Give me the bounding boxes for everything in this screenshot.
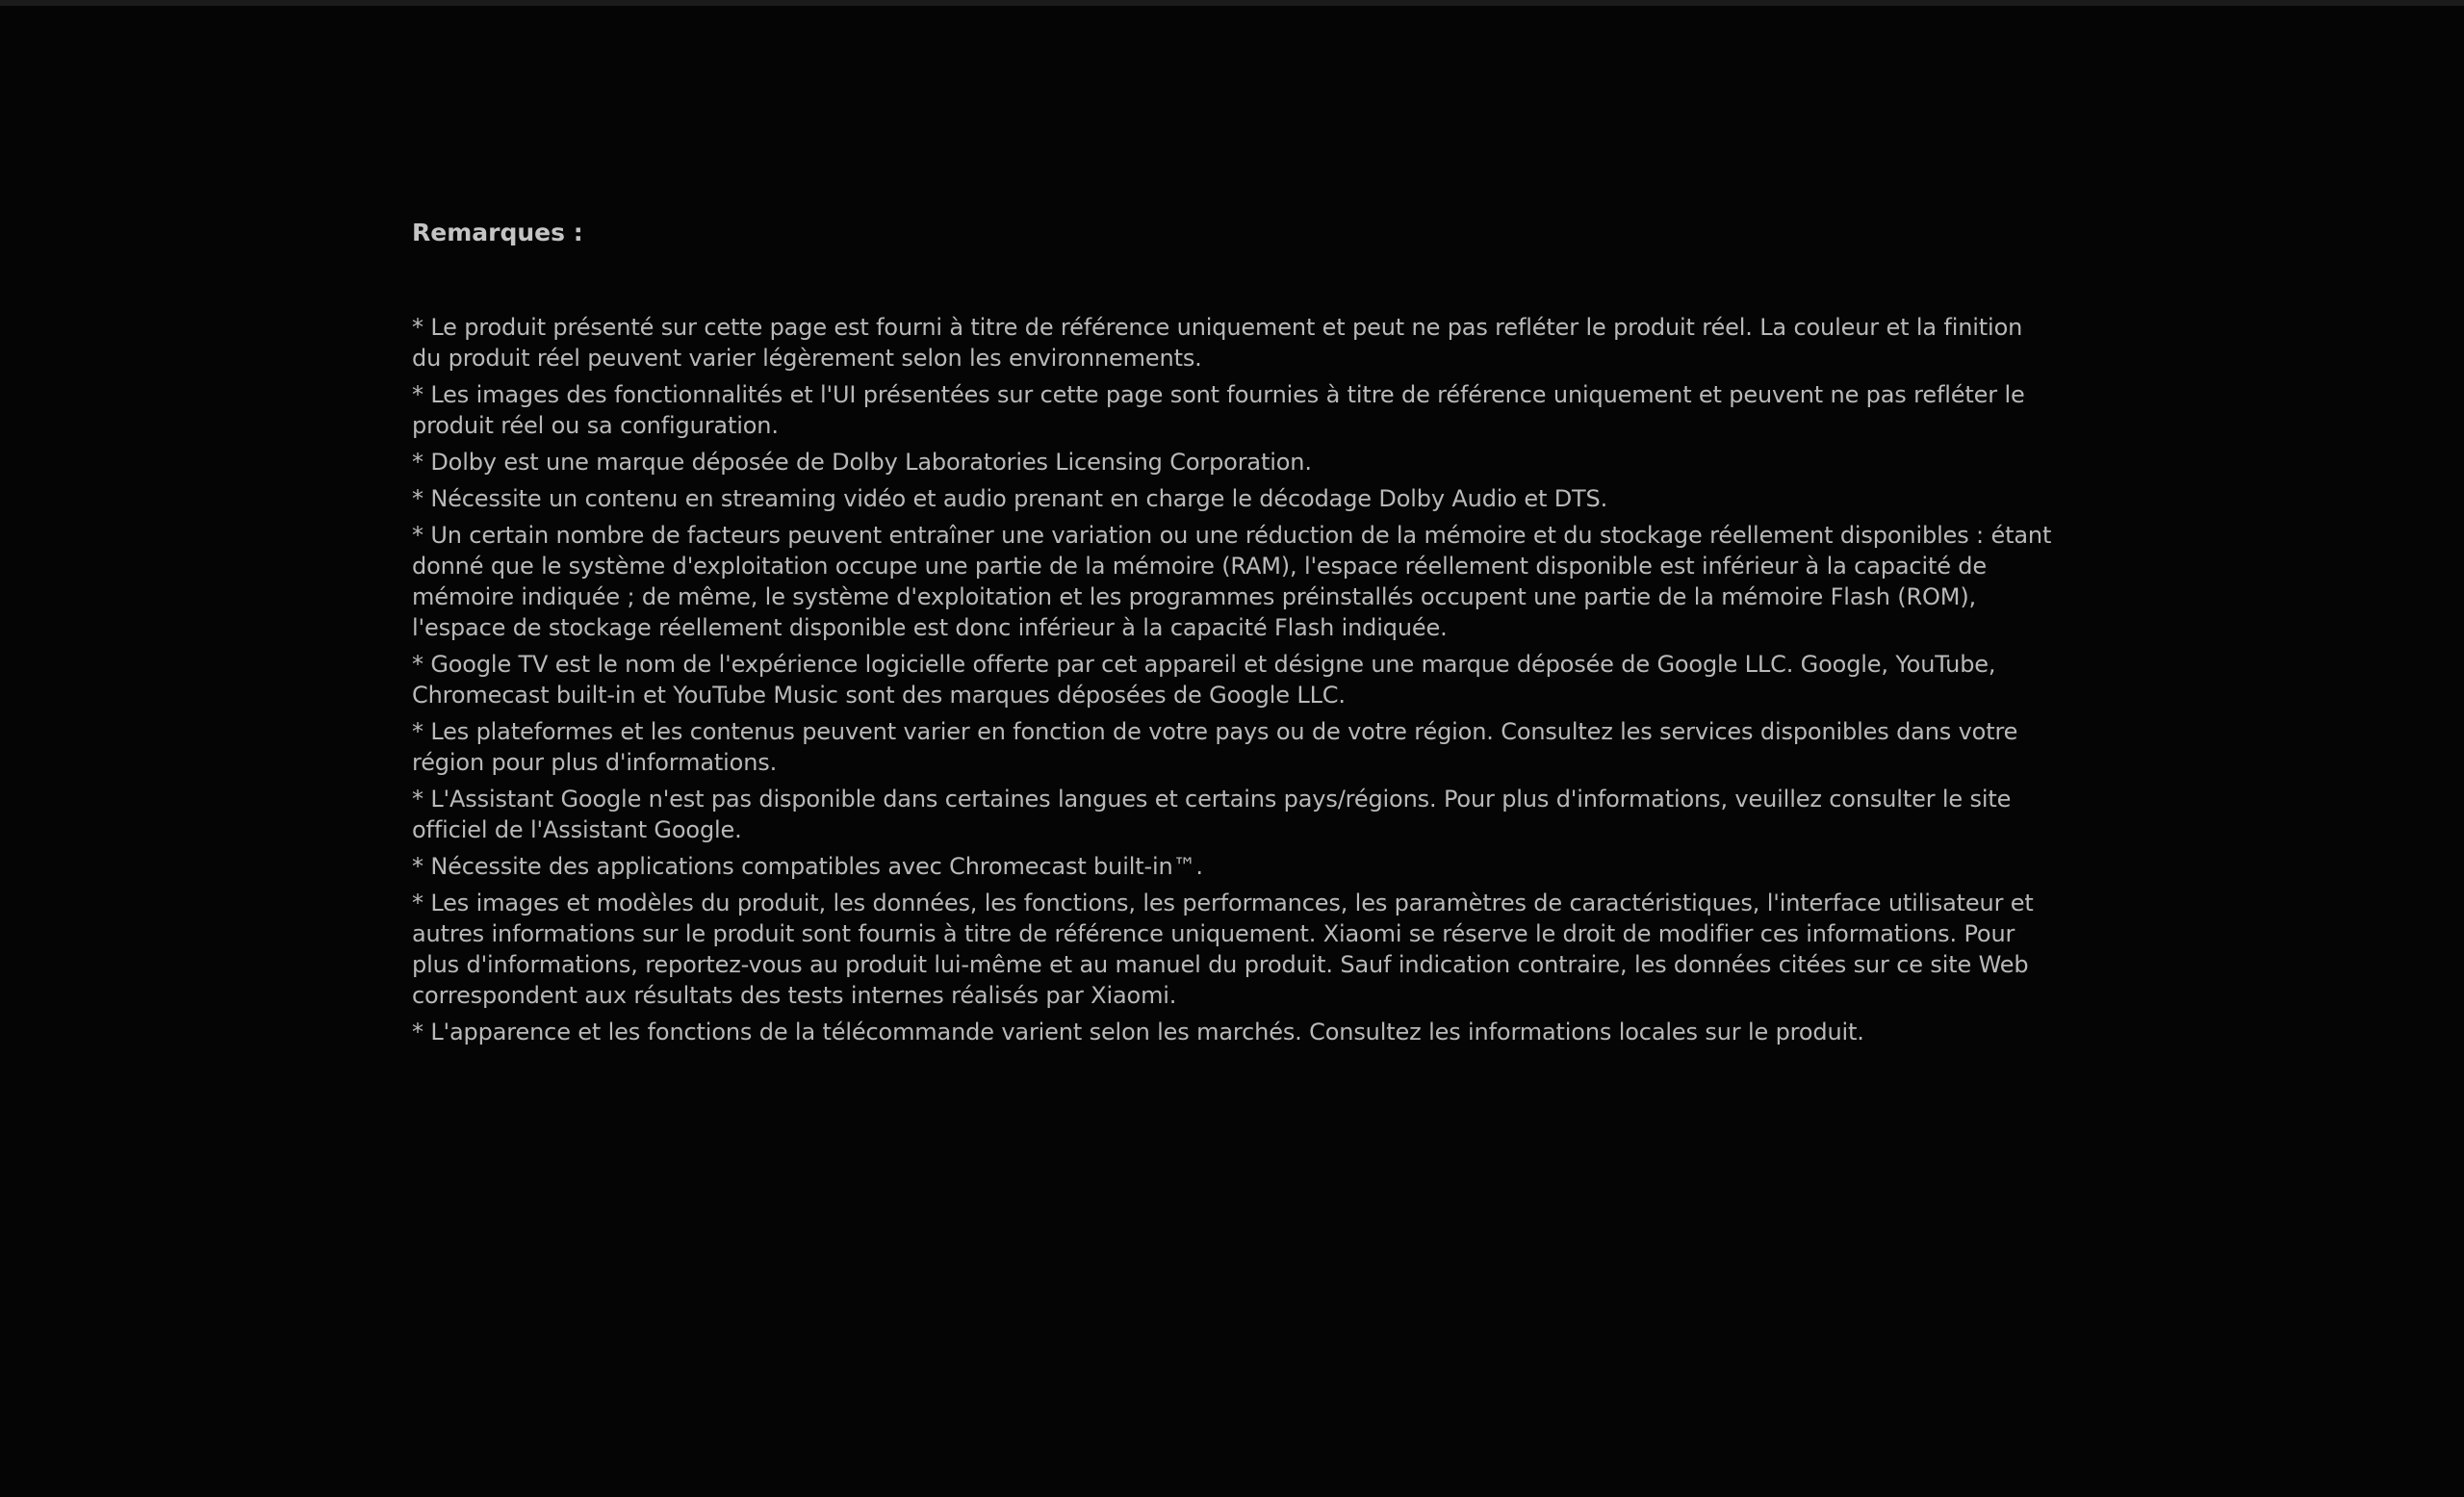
remarks-section xyxy=(412,214,2058,1053)
remark-item: * Nécessite des applications compatibles avec Chromecast built-in™. xyxy=(412,853,1203,880)
remark-item: * Un certain nombre de facteurs peuvent entraîner une variation ou une réduction de la mémoire et du stockage réellement disponibles : étant donné que le système d'exploitation occupe une partie de la mémoire (RAM), l'espace réellement disponible est inférieur à la capacité de mémoire indiquée ; de même, le système d'exploitation et les programmes préinstallés occupent une partie de la mémoire Flash (ROM), l'espace de stockage réellement disponible est donc inférieur à la capacité Flash indiquée. xyxy=(412,522,2052,641)
remark-item: * L'Assistant Google n'est pas disponible dans certaines langues et certains pays/régions. Pour plus d'informations, veuillez consulter le site officiel de l'Assistant Google. xyxy=(412,786,2012,843)
remark-item: * Les images et modèles du produit, les données, les fonctions, les performances, les paramètres de caractéristiques, l'interface utilisateur et autres informations sur le produit sont fournis à titre de référence uniquement. Xiaomi se réserve le droit de modifier ces informations. Pour plus d'informations, reportez-vous au produit lui-même et au manuel du produit. Sauf indication contraire, les données citées sur ce site Web correspondent aux résultats des tests internes réalisés par Xiaomi. xyxy=(412,890,2034,1009)
remark-item: * L'apparence et les fonctions de la télécommande varient selon les marchés. Consultez les informations locales sur le produit. xyxy=(412,1019,1864,1045)
remark-item: * Les plateformes et les contenus peuvent varier en fonction de votre pays ou de votre région. Consultez les services disponibles dans votre région pour plus d'informations. xyxy=(412,718,2018,776)
top-divider xyxy=(0,0,2464,6)
remarks-title: Remarques : xyxy=(412,219,583,246)
remark-item: * Nécessite un contenu en streaming vidéo et audio prenant en charge le décodage Dolby Audio et DTS. xyxy=(412,485,1608,512)
remarks-list xyxy=(412,312,2058,1047)
remark-item: * Google TV est le nom de l'expérience logicielle offerte par cet appareil et désigne une marque déposée de Google LLC. Google, YouTube, Chromecast built-in et YouTube Music sont des marques déposées de Google LLC. xyxy=(412,651,1996,709)
remark-item: * Dolby est une marque déposée de Dolby Laboratories Licensing Corporation. xyxy=(412,449,1312,476)
remark-item: * Les images des fonctionnalités et l'UI présentées sur cette page sont fournies à titre de référence uniquement et peuvent ne pas refléter le produit réel ou sa configuration. xyxy=(412,381,2025,439)
remark-item: * Le produit présenté sur cette page est fourni à titre de référence uniquement et peut ne pas refléter le produit réel. La couleur et la finition du produit réel peuvent varier légèrement selon les environnements. xyxy=(412,314,2023,372)
